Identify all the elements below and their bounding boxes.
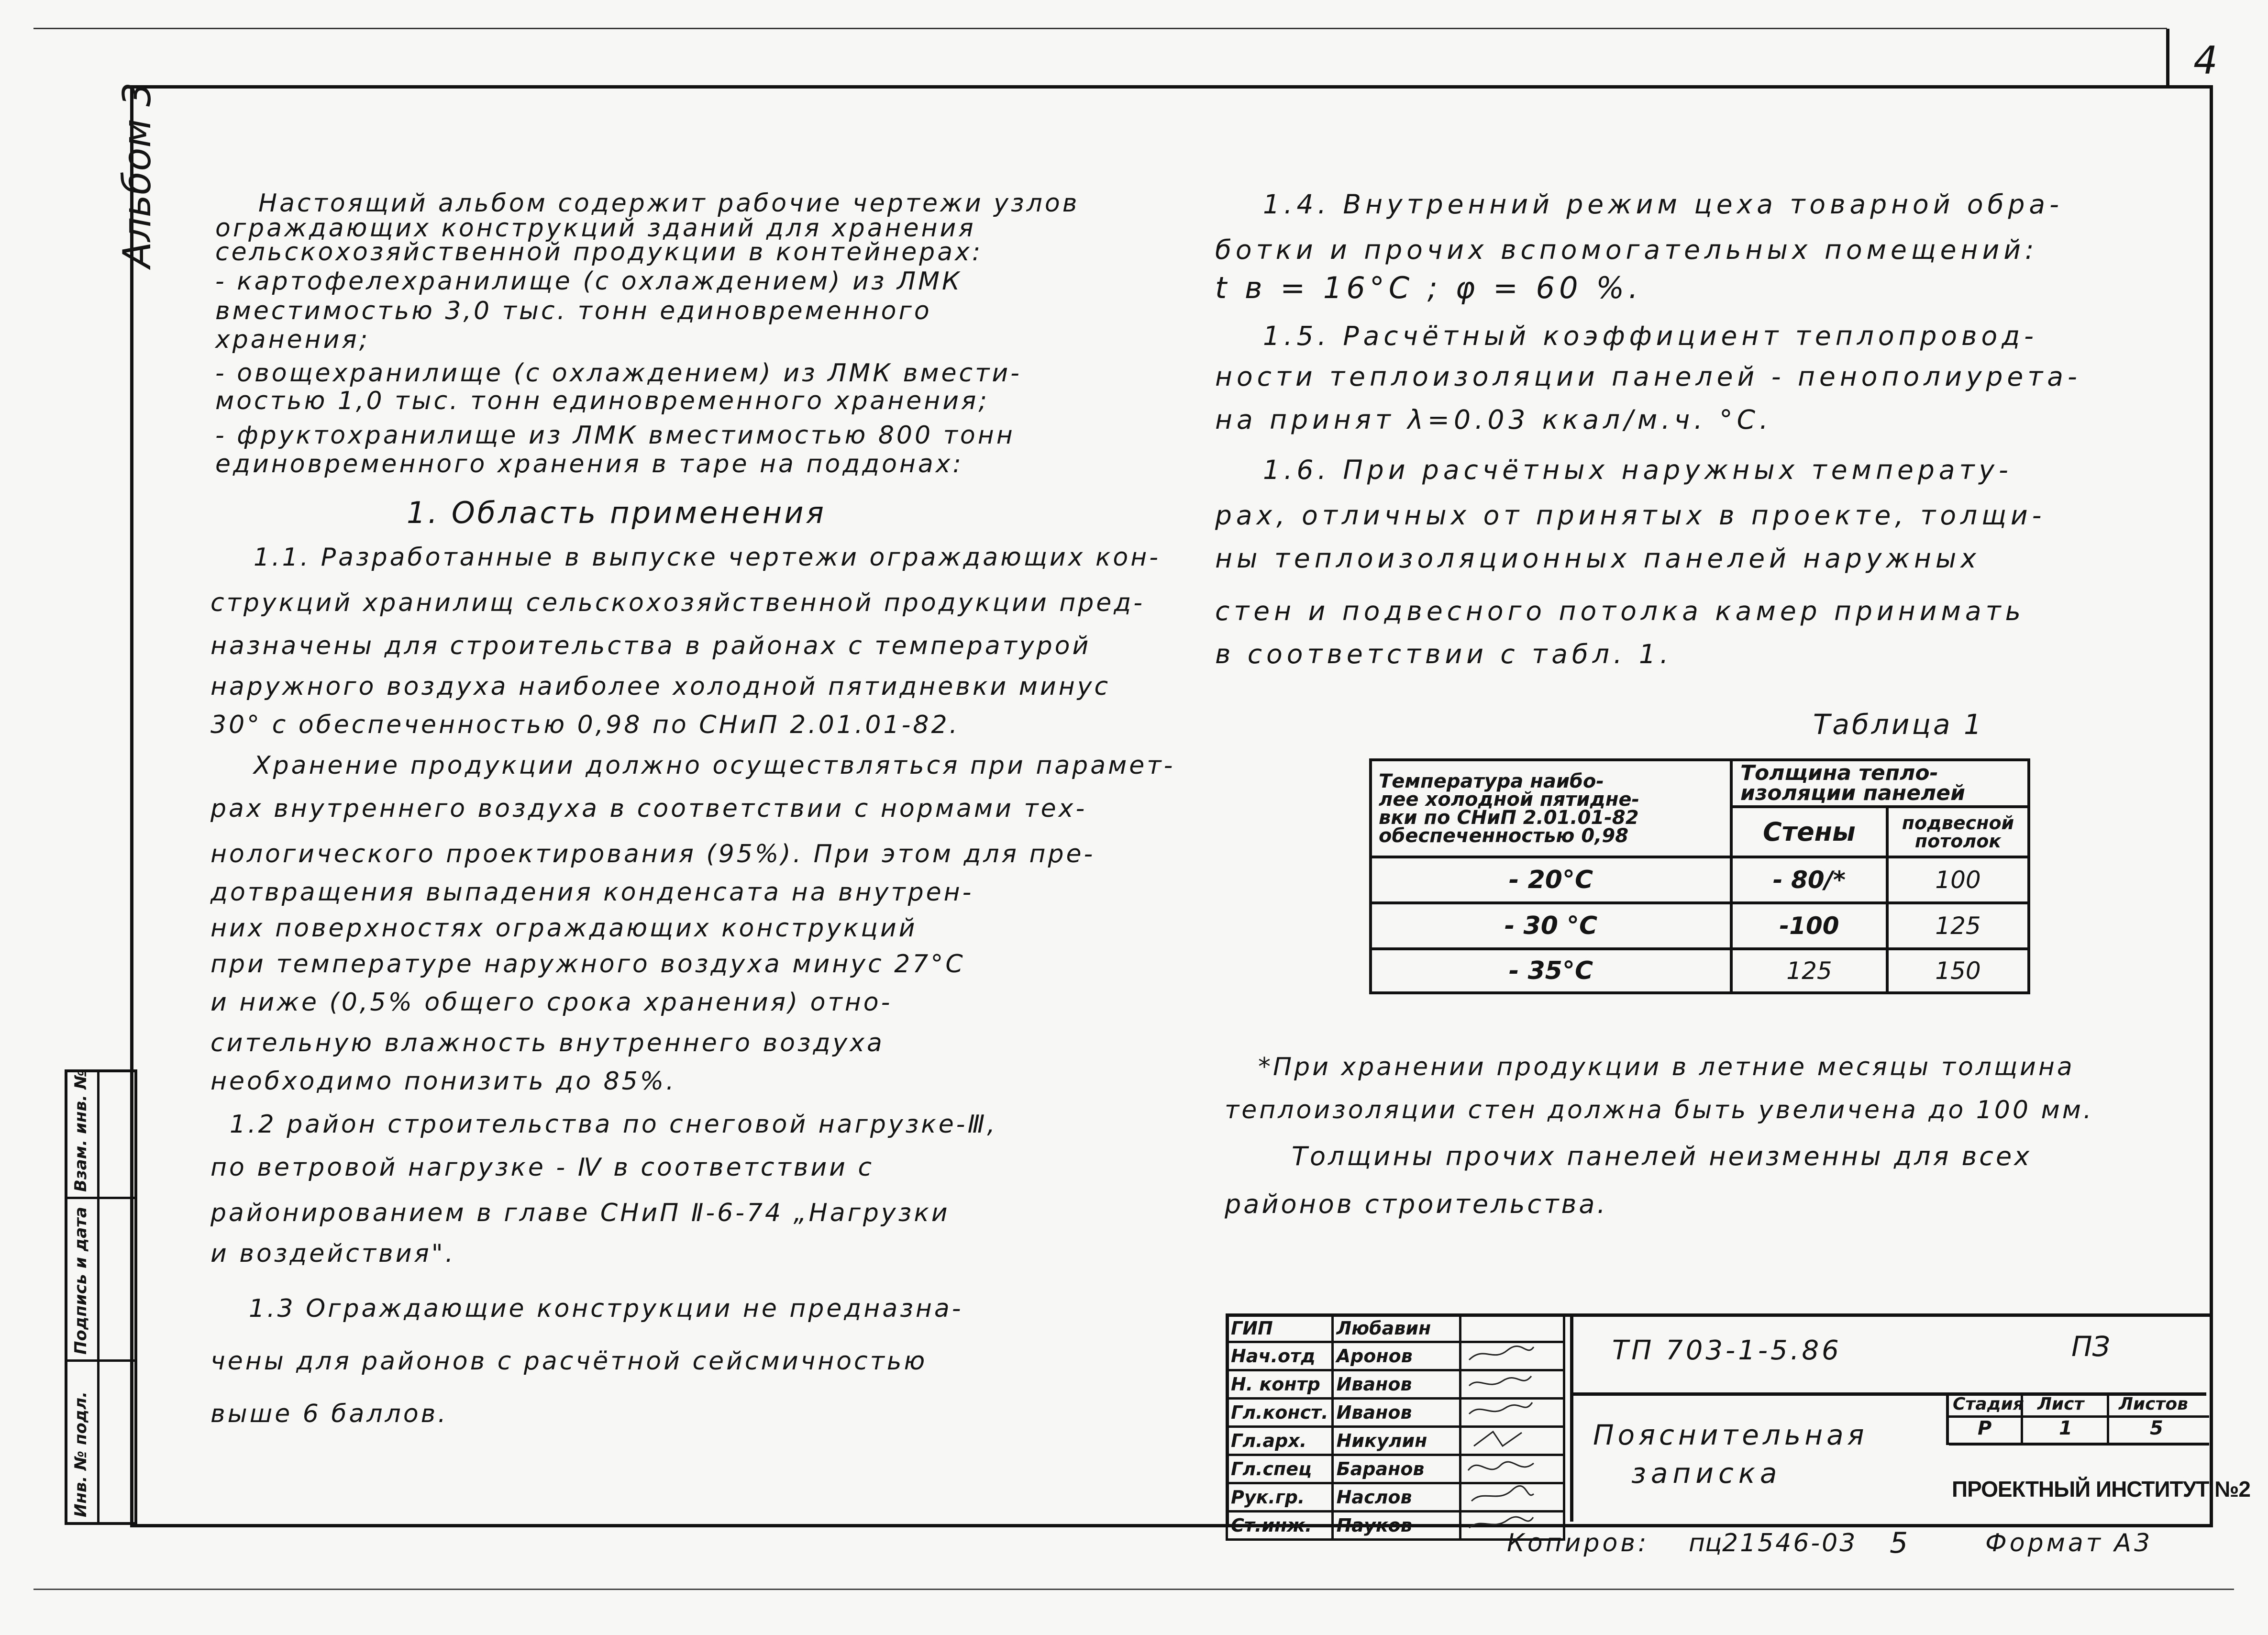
side-stamp-sign: Подпись и дата bbox=[71, 1207, 90, 1355]
project-code: ТП 703-1-5.86 bbox=[1612, 1335, 1842, 1366]
stage-value: Р bbox=[1978, 1417, 1992, 1439]
top-crop-line bbox=[33, 28, 2167, 29]
text-line: сительную влажность внутреннего воздуха bbox=[210, 1029, 885, 1057]
table-cell-walls: 125 bbox=[1731, 949, 1887, 993]
text-line: наружного воздуха наиболее холодной пятидневки минус bbox=[210, 672, 1111, 701]
text-line: рах, отличных от принятых в проекте, толщи- bbox=[1215, 500, 2046, 531]
signature bbox=[1460, 1370, 1564, 1399]
text-line: - картофелехранилище (с охлаждением) из ЛМК bbox=[215, 267, 962, 296]
text-line: ности теплоизоляции панелей - пенополиурета- bbox=[1215, 361, 2081, 392]
stamp-name: Пауков bbox=[1332, 1512, 1460, 1540]
signature bbox=[1460, 1483, 1564, 1512]
text-line: 1.6. При расчётных наружных температу- bbox=[1263, 455, 2013, 485]
text-line: рах внутреннего воздуха в соответствии с нормами тех- bbox=[210, 794, 1087, 823]
text-line: единовременного хранения в таре на поддонах: bbox=[215, 450, 964, 478]
stamp-name: Баранов bbox=[1332, 1455, 1460, 1483]
sheet-value: 1 bbox=[2059, 1417, 2072, 1439]
section-heading: 1. Область применения bbox=[407, 495, 826, 530]
table-cell-walls: -100 bbox=[1731, 903, 1887, 949]
side-stamp bbox=[65, 1069, 137, 1525]
table-cell-temp: - 35°С bbox=[1371, 949, 1731, 993]
stamp-name: Любавин bbox=[1332, 1315, 1460, 1342]
text-line: хранения; bbox=[215, 325, 370, 354]
stage-block bbox=[1946, 1392, 2209, 1445]
text-line: - овощехранилище (с охлаждением) из ЛМК вмести- bbox=[215, 359, 1022, 388]
document-title-line2: записка bbox=[1631, 1457, 1782, 1490]
sheets-label: Листов bbox=[2119, 1394, 2188, 1414]
text-line: Хранение продукции должно осуществляться при парамет- bbox=[254, 751, 1175, 780]
text-line: назначены для строительства в районах с температурой bbox=[210, 632, 1091, 660]
stamp-name: Аронов bbox=[1332, 1342, 1460, 1370]
text-line: выше 6 баллов. bbox=[210, 1400, 448, 1428]
signature bbox=[1460, 1315, 1564, 1342]
text-line: вместимостью 3,0 тыс. тонн единовременного bbox=[215, 297, 932, 325]
text-line: мостью 1,0 тыс. тонн единовременного хранения; bbox=[215, 387, 989, 415]
text-line: теплоизоляции стен должна быть увеличена до 100 мм. bbox=[1225, 1096, 2094, 1124]
text-line: и ниже (0,5% общего срока хранения) отно- bbox=[210, 988, 893, 1017]
stamp-role: ГИП bbox=[1227, 1315, 1333, 1342]
text-line: ны теплоизоляционных панелей наружных bbox=[1215, 543, 1980, 574]
sheet-label: Лист bbox=[2037, 1394, 2084, 1414]
text-line: районов строительства. bbox=[1225, 1189, 1608, 1219]
signature bbox=[1460, 1342, 1564, 1370]
signature bbox=[1460, 1427, 1564, 1455]
text-line: сельскохозяйственной продукции в контейнерах: bbox=[215, 238, 983, 267]
table-cell-ceiling: 125 bbox=[1887, 903, 2029, 949]
sheet-number: 4 bbox=[2193, 38, 2218, 83]
text-line: дотвращения выпадения конденсата на внутрен- bbox=[210, 878, 974, 907]
table-title: Таблица 1 bbox=[1813, 708, 1984, 741]
table-cell-temp: - 20°С bbox=[1371, 857, 1731, 903]
text-line: и воздействия". bbox=[210, 1239, 456, 1268]
stamp-role: Гл.арх. bbox=[1227, 1427, 1333, 1455]
table-header-walls: Стены bbox=[1731, 807, 1887, 857]
text-line: них поверхностях ограждающих конструкций bbox=[210, 914, 918, 943]
stamp-name: Наслов bbox=[1332, 1483, 1460, 1512]
copied-label: Копиров: bbox=[1507, 1529, 1649, 1557]
text-line: в соответствии с табл. 1. bbox=[1215, 639, 1673, 669]
stamp-divider bbox=[1570, 1313, 1573, 1522]
stamp-role: Гл.конст. bbox=[1227, 1399, 1333, 1427]
stamp-name: Иванов bbox=[1332, 1370, 1460, 1399]
stamp-role: Рук.гр. bbox=[1227, 1483, 1333, 1512]
paper-format: Формат А3 bbox=[1985, 1529, 2153, 1557]
text-line: 1.3 Ограждающие конструкции не предназна- bbox=[249, 1294, 963, 1323]
text-line: 30° с обеспеченностью 0,98 по СНиП 2.01.01-82. bbox=[210, 711, 960, 739]
table-header-temperature: Температура наибо- лее холодной пятидне- вки по СНиП 2.01.01-82 обеспеченностью 0,98 bbox=[1371, 760, 1731, 857]
text-line: при температуре наружного воздуха минус 27°С bbox=[210, 950, 965, 979]
text-line: ботки и прочих вспомогательных помещений: bbox=[1215, 234, 2038, 265]
stamp-role: Нач.отд bbox=[1227, 1342, 1333, 1370]
stamp-role: Н. контр bbox=[1227, 1370, 1333, 1399]
thickness-table bbox=[1369, 758, 2030, 994]
text-line: струкций хранилищ сельскохозяйственной продукции пред- bbox=[210, 589, 1145, 617]
text-line: Толщины прочих панелей неизменны для всех bbox=[1292, 1141, 2032, 1171]
table-cell-walls: - 80/* bbox=[1731, 857, 1887, 903]
bottom-crop-line bbox=[33, 1589, 2234, 1590]
text-line: Настоящий альбом содержит рабочие чертежи узлов bbox=[258, 189, 1080, 218]
text-line: 1.4. Внутренний режим цеха товарной обра- bbox=[1263, 189, 2063, 220]
signatures-table bbox=[1226, 1313, 1565, 1541]
text-line: необходимо понизить до 85%. bbox=[210, 1067, 676, 1096]
side-stamp-repl: Взам. инв. № bbox=[71, 1069, 90, 1192]
text-line: по ветровой нагрузке - Ⅳ в соответствии с bbox=[210, 1153, 874, 1182]
text-line: нологического проектирования (95%). При этом для пре- bbox=[210, 840, 1095, 868]
sheets-value: 5 bbox=[2150, 1417, 2163, 1439]
text-line: чены для районов с расчётной сейсмичностью bbox=[210, 1347, 928, 1376]
stamp-role: Ст.инж. bbox=[1227, 1512, 1333, 1540]
institute-name: ПРОЕКТНЫЙ ИНСТИТУТ №2 bbox=[1952, 1477, 2250, 1502]
stage-label: Стадия bbox=[1953, 1394, 2024, 1414]
text-line: 1.5. Расчётный коэффициент теплопровод- bbox=[1263, 321, 2038, 351]
table-header-ceiling: подвесной потолок bbox=[1887, 807, 2029, 857]
text-line: *При хранении продукции в летние месяцы толщина bbox=[1258, 1053, 2075, 1081]
text-line: t в = 16°С ; φ = 60 %. bbox=[1215, 270, 1642, 305]
text-line: стен и подвесного потолка камер принимать bbox=[1215, 596, 2025, 626]
table-cell-ceiling: 100 bbox=[1887, 857, 2029, 903]
document-title-line1: Пояснительная bbox=[1593, 1419, 1868, 1451]
text-line: районированием в главе СНиП Ⅱ-6-74 „Нагрузки bbox=[210, 1199, 950, 1227]
copied-signature: пц bbox=[1689, 1529, 1722, 1557]
album-label: Альбом 3 bbox=[115, 82, 159, 268]
signature bbox=[1460, 1455, 1564, 1483]
text-line: - фруктохранилище из ЛМК вместимостью 800 тонн bbox=[215, 421, 1015, 450]
table-cell-ceiling: 150 bbox=[1887, 949, 2029, 993]
signature bbox=[1460, 1399, 1564, 1427]
copies-count: 5 bbox=[1890, 1526, 1908, 1560]
text-line: 1.2 район строительства по снеговой нагрузке-Ⅲ, bbox=[230, 1110, 997, 1139]
side-stamp-inv: Инв. № подл. bbox=[71, 1391, 90, 1517]
text-line: ограждающих конструкций зданий для хранения bbox=[215, 214, 976, 243]
text-line: на принят λ=0.03 ккал/м.ч. °С. bbox=[1215, 404, 1772, 435]
stamp-name: Никулин bbox=[1332, 1427, 1460, 1455]
stamp-name: Иванов bbox=[1332, 1399, 1460, 1427]
order-number: 21546-03 bbox=[1722, 1529, 1858, 1557]
table-cell-temp: - 30 °С bbox=[1371, 903, 1731, 949]
sheet-code: ПЗ bbox=[2071, 1330, 2110, 1363]
stamp-role: Гл.спец bbox=[1227, 1455, 1333, 1483]
table-header-thickness: Толщина тепло- изоляции панелей bbox=[1731, 760, 2029, 807]
text-line: 1.1. Разработанные в выпуске чертежи ограждающих кон- bbox=[254, 543, 1161, 572]
